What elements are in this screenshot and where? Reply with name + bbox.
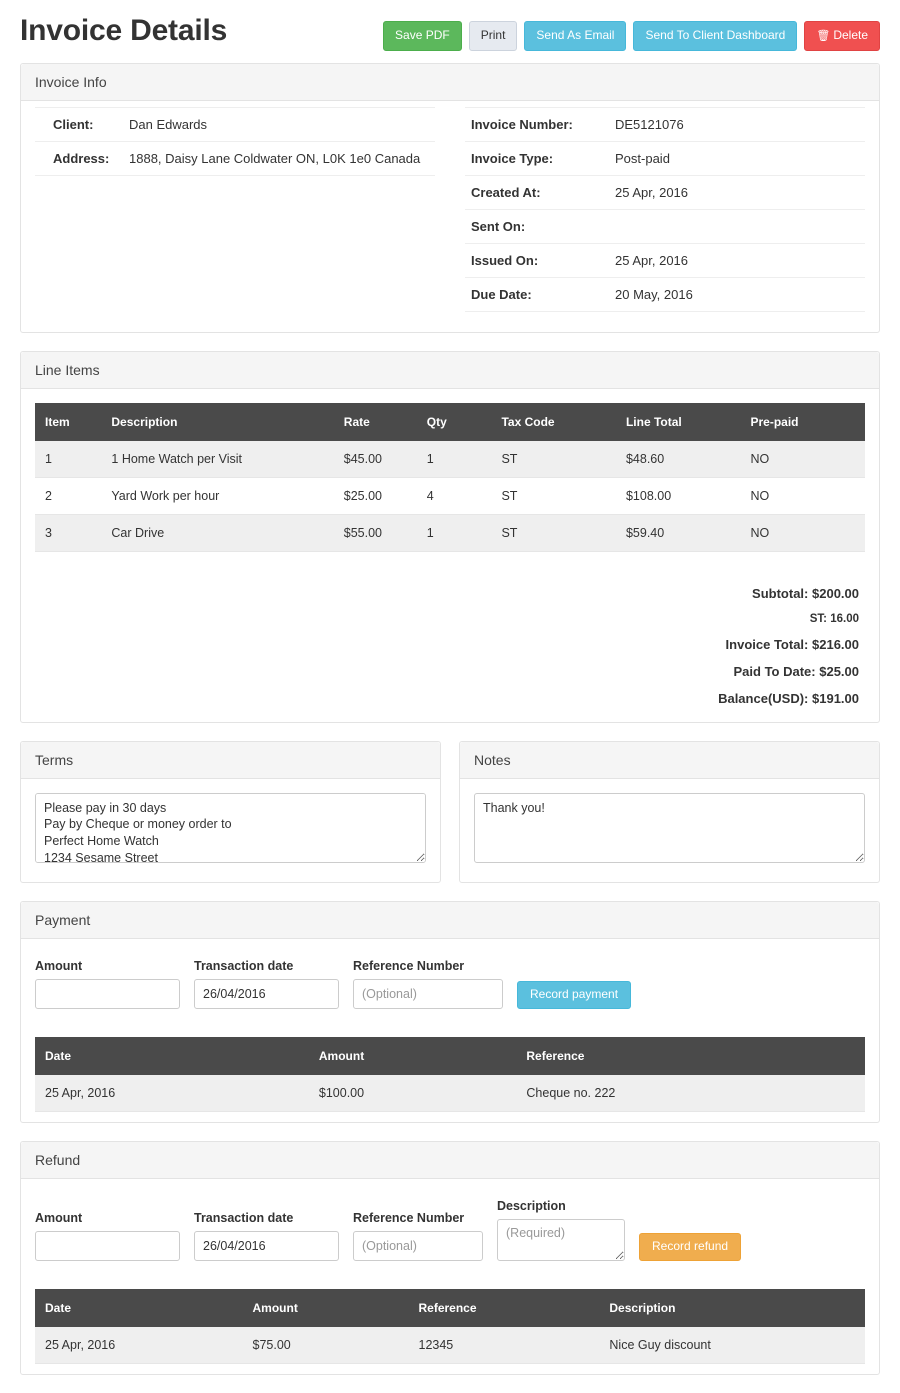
table-row (35, 477, 865, 514)
cell-description: Yard Work per hour (101, 477, 333, 514)
table-row (465, 107, 865, 141)
cell-item: 1 (35, 441, 101, 478)
refund-reference-input[interactable] (353, 1231, 483, 1261)
table-row (35, 514, 865, 551)
record-refund-button[interactable]: Record refund (639, 1233, 741, 1261)
payment-form (35, 953, 865, 1023)
payment-amount-group (35, 959, 180, 1009)
cell-refund-reference: 12345 (409, 1327, 600, 1364)
invoice-type-label: Invoice Type: (465, 141, 609, 175)
client-info-table (35, 107, 435, 176)
payment-title: Payment (21, 902, 879, 939)
invoice-totals (21, 562, 879, 722)
balance-label: Balance(USD): (718, 690, 809, 706)
page-title: Invoice Details (20, 14, 228, 47)
page-header (20, 0, 880, 63)
save-pdf-button[interactable]: Save PDF (383, 21, 462, 51)
client-value: Dan Edwards (123, 107, 435, 141)
totals-tax (35, 607, 859, 631)
refund-amount-input[interactable] (35, 1231, 180, 1261)
refund-description-group (497, 1199, 625, 1261)
table-row (465, 277, 865, 311)
cell-pre-paid: NO (740, 441, 865, 478)
table-header-row (35, 1037, 865, 1075)
header-actions (383, 14, 880, 51)
table-row (465, 209, 865, 243)
col-pre-paid: Pre-paid (740, 403, 865, 441)
cell-tax-code: ST (491, 441, 616, 478)
delete-button[interactable] (804, 21, 880, 51)
tax-label: ST: (809, 612, 828, 625)
invoice-info-body (21, 101, 879, 332)
table-row (35, 1075, 865, 1112)
paid-to-date-value: $25.00 (819, 663, 859, 679)
invoice-info-panel (20, 63, 880, 333)
refund-reference-label: Reference Number (353, 1210, 465, 1225)
cell-item: 2 (35, 477, 101, 514)
col-item: Item (35, 403, 101, 441)
terms-body (21, 779, 440, 882)
notes-textarea[interactable] (474, 793, 865, 863)
cell-qty: 4 (417, 477, 492, 514)
created-at-label: Created At: (465, 175, 609, 209)
payment-date-label: Transaction date (194, 958, 294, 973)
cell-payment-date: 25 Apr, 2016 (35, 1075, 309, 1112)
totals-subtotal (35, 580, 859, 607)
cell-qty: 1 (417, 514, 492, 551)
cell-qty: 1 (417, 441, 492, 478)
payment-reference-label: Reference Number (353, 958, 465, 973)
cell-description: Car Drive (101, 514, 333, 551)
cell-pre-paid: NO (740, 514, 865, 551)
send-to-client-dashboard-button[interactable]: Send To Client Dashboard (633, 21, 797, 51)
table-row (465, 141, 865, 175)
issued-on-value: 25 Apr, 2016 (609, 243, 865, 277)
payment-table (35, 1037, 865, 1112)
refund-date-input[interactable] (194, 1231, 339, 1261)
terms-panel (20, 741, 441, 883)
due-date-label: Due Date: (465, 277, 609, 311)
payment-panel (20, 901, 880, 1123)
col-refund-reference: Reference (409, 1289, 600, 1327)
address-value: 1888, Daisy Lane Coldwater ON, L0K 1e0 Canada (123, 141, 435, 175)
table-row (35, 107, 435, 141)
refund-date-group (194, 1211, 339, 1261)
payment-date-input[interactable] (194, 979, 339, 1009)
col-description: Description (101, 403, 333, 441)
cell-refund-date: 25 Apr, 2016 (35, 1327, 243, 1364)
invoice-meta-table (465, 107, 865, 312)
cell-line-total: $59.40 (616, 514, 741, 551)
invoice-info-left (35, 107, 435, 312)
subtotal-value: $200.00 (812, 585, 859, 601)
refund-panel (20, 1141, 880, 1375)
cell-description: 1 Home Watch per Visit (101, 441, 333, 478)
client-label: Client: (35, 107, 123, 141)
terms-textarea[interactable] (35, 793, 426, 863)
cell-payment-amount: $100.00 (309, 1075, 517, 1112)
refund-form (35, 1193, 865, 1275)
table-row (465, 175, 865, 209)
payment-table-wrap (21, 1037, 879, 1122)
col-line-total: Line Total (616, 403, 741, 441)
payment-amount-label: Amount (35, 958, 83, 973)
notes-title: Notes (460, 742, 879, 779)
table-header-row (35, 403, 865, 441)
payment-amount-input[interactable] (35, 979, 180, 1009)
terms-notes-row (20, 741, 880, 901)
trash-icon: 🗑 (816, 30, 831, 42)
table-row (465, 243, 865, 277)
invoice-number-value: DE5121076 (609, 107, 865, 141)
line-items-panel (20, 351, 880, 723)
subtotal-label: Subtotal: (752, 585, 809, 601)
totals-paid-to-date (35, 658, 859, 685)
invoice-info-title: Invoice Info (21, 64, 879, 101)
invoice-type-value: Post-paid (609, 141, 865, 175)
col-refund-amount: Amount (243, 1289, 409, 1327)
totals-balance (35, 685, 859, 712)
col-qty: Qty (417, 403, 492, 441)
invoice-total-value: $216.00 (812, 636, 859, 652)
col-payment-date: Date (35, 1037, 309, 1075)
refund-date-label: Transaction date (194, 1210, 294, 1225)
cell-pre-paid: NO (740, 477, 865, 514)
cell-tax-code: ST (491, 477, 616, 514)
col-refund-description: Description (599, 1289, 865, 1327)
due-date-value: 20 May, 2016 (609, 277, 865, 311)
cell-rate: $55.00 (334, 514, 417, 551)
col-payment-amount: Amount (309, 1037, 517, 1075)
cell-rate: $25.00 (334, 477, 417, 514)
refund-description-textarea[interactable] (497, 1219, 625, 1261)
refund-table (35, 1289, 865, 1364)
cell-refund-description: Nice Guy discount (599, 1327, 865, 1364)
col-refund-date: Date (35, 1289, 243, 1327)
refund-table-wrap (21, 1289, 879, 1374)
refund-amount-group (35, 1211, 180, 1261)
created-at-value: 25 Apr, 2016 (609, 175, 865, 209)
col-payment-reference: Reference (516, 1037, 865, 1075)
line-items-title: Line Items (21, 352, 879, 389)
terms-title: Terms (21, 742, 440, 779)
delete-button-label: Delete (833, 28, 868, 42)
table-row (35, 441, 865, 478)
balance-value: $191.00 (812, 690, 859, 706)
sent-on-value (609, 209, 865, 243)
refund-title: Refund (21, 1142, 879, 1179)
refund-description-label: Description (497, 1198, 566, 1213)
payment-date-group (194, 959, 339, 1009)
cell-rate: $45.00 (334, 441, 417, 478)
paid-to-date-label: Paid To Date: (733, 663, 816, 679)
issued-on-label: Issued On: (465, 243, 609, 277)
notes-panel (459, 741, 880, 883)
col-rate: Rate (334, 403, 417, 441)
line-items-table-wrap (21, 389, 879, 562)
notes-body (460, 779, 879, 882)
payment-body (21, 939, 879, 1037)
line-items-table (35, 403, 865, 552)
refund-amount-label: Amount (35, 1210, 83, 1225)
cell-line-total: $108.00 (616, 477, 741, 514)
cell-line-total: $48.60 (616, 441, 741, 478)
refund-reference-group (353, 1211, 483, 1261)
sent-on-label: Sent On: (465, 209, 609, 243)
cell-payment-reference: Cheque no. 222 (516, 1075, 865, 1112)
totals-invoice-total (35, 631, 859, 658)
send-as-email-button[interactable]: Send As Email (524, 21, 626, 51)
table-row (35, 141, 435, 175)
tax-value: 16.00 (830, 612, 859, 625)
col-tax-code: Tax Code (491, 403, 616, 441)
refund-body (21, 1179, 879, 1289)
address-label: Address: (35, 141, 123, 175)
payment-reference-group (353, 959, 503, 1009)
table-row (35, 1327, 865, 1364)
invoice-info-right (465, 107, 865, 312)
invoice-number-label: Invoice Number: (465, 107, 609, 141)
payment-reference-input[interactable] (353, 979, 503, 1009)
cell-refund-amount: $75.00 (243, 1327, 409, 1364)
table-header-row (35, 1289, 865, 1327)
cell-tax-code: ST (491, 514, 616, 551)
record-payment-button[interactable]: Record payment (517, 981, 631, 1009)
invoice-total-label: Invoice Total: (725, 636, 809, 652)
print-button[interactable]: Print (469, 21, 518, 51)
cell-item: 3 (35, 514, 101, 551)
